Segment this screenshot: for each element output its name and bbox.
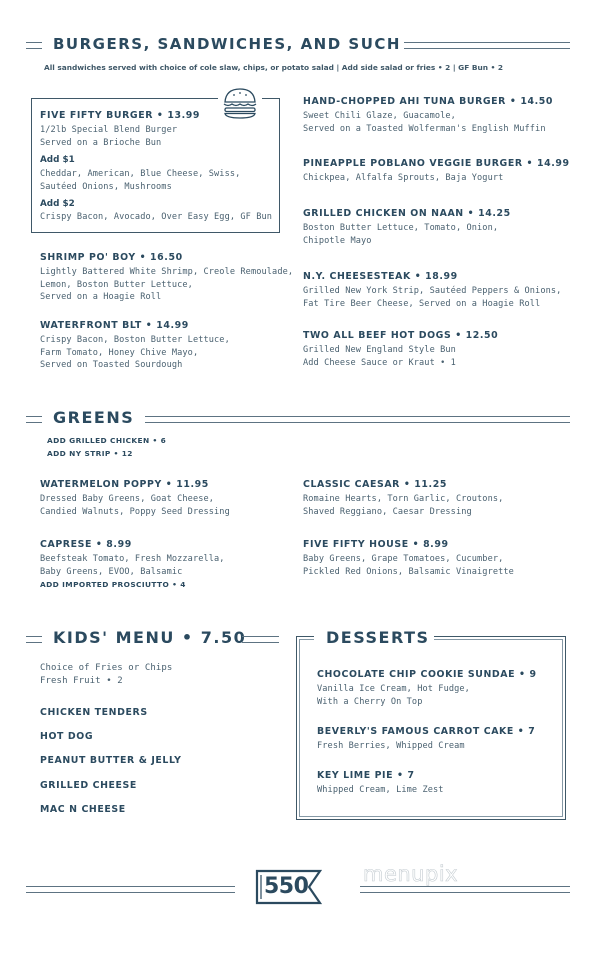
item-five-fifty-burger: FIVE FIFTY BURGER • 13.99 [40,110,201,121]
item-desc: Crispy Bacon, Boston Butter Lettuce, Farm Tomato, Honey Chive Mayo, Served on Toasted Sourdough [40,335,230,370]
item-desc: Fresh Berries, Whipped Cream [317,741,465,751]
item-waterfront-blt: WATERFRONT BLT • 14.99 [40,320,189,331]
section-rule-left [26,42,42,49]
item-desc: Dressed Baby Greens, Goat Cheese, Candied Walnuts, Poppy Seed Dressing [40,494,230,517]
section-rule-right [242,636,279,643]
kids-item: CHICKEN TENDERS [40,707,148,718]
kids-item: GRILLED CHEESE [40,780,137,791]
item-desc: Vanilla Ice Cream, Hot Fudge, With a Cherry On Top [317,684,470,707]
item-desc: Sweet Chili Glaze, Guacamole, Served on a Toasted Wolferman's English Muffin [303,111,546,134]
item-carrot-cake: BEVERLY'S FAMOUS CARROT CAKE • 7 [317,726,536,737]
item-desc: Lightly Battered White Shrimp, Creole Remoulade, Lemon, Boston Butter Lettuce, Served on a Hoagie Roll [40,267,294,302]
item-veggie-burger: PINEAPPLE POBLANO VEGGIE BURGER • 14.99 [303,158,570,169]
item-watermelon-poppy: WATERMELON POPPY • 11.95 [40,479,209,490]
add-2-label: Add $2 [40,199,75,209]
kids-item: HOT DOG [40,731,94,742]
add-2-desc: Crispy Bacon, Avocado, Over Easy Egg, GF Bun [40,212,273,222]
logo-text: 550 [264,874,309,899]
menupix-watermark: menupix [363,862,459,886]
item-desc: Whipped Cream, Lime Zest [317,785,444,795]
burgers-note: All sandwiches served with choice of cole slaw, chips, or potato salad | Add side salad or fries • 2 | GF Bun • 2 [44,63,504,72]
item-desc: Baby Greens, Grape Tomatoes, Cucumber, Pickled Red Onions, Balsamic Vinaigrette [303,554,514,577]
item-five-fifty-house: FIVE FIFTY HOUSE • 8.99 [303,539,449,550]
kids-desc: Choice of Fries or Chips Fresh Fruit • 2 [40,663,173,686]
item-classic-caesar: CLASSIC CAESAR • 11.25 [303,479,447,490]
item-desc: Grilled New York Strip, Sautéed Peppers & Onions, Fat Tire Beer Cheese, Served on a Hoagie Roll [303,286,562,309]
caprese-add-prosciutto: ADD IMPORTED PROSCIUTTO • 4 [40,580,186,589]
kids-item: PEANUT BUTTER & JELLY [40,755,182,766]
item-cookie-sundae: CHOCOLATE CHIP COOKIE SUNDAE • 9 [317,669,537,680]
section-title-greens: GREENS [53,408,135,427]
section-title-desserts: DESSERTS [326,628,430,647]
item-desc: Boston Butter Lettuce, Tomato, Onion, Chipotle Mayo [303,223,499,246]
item-caprese: CAPRESE • 8.99 [40,539,132,550]
section-title-kids: KIDS' MENU • 7.50 [53,628,247,647]
item-chicken-naan: GRILLED CHICKEN ON NAAN • 14.25 [303,208,511,219]
item-ahi-tuna-burger: HAND-CHOPPED AHI TUNA BURGER • 14.50 [303,96,553,107]
section-title-burgers: BURGERS, SANDWICHES, AND SUCH [53,35,401,53]
item-desc: Grilled New England Style Bun Add Cheese Sauce or Kraut • 1 [303,345,456,368]
item-desc: Beefsteak Tomato, Fresh Mozzarella, Baby Greens, EVOO, Balsamic [40,554,225,577]
footer-rule-left [26,886,235,893]
greens-add-chicken: ADD GRILLED CHICKEN • 6 [47,436,167,445]
logo-550 [254,865,326,909]
burger-icon [218,86,262,120]
item-desc: Chickpea, Alfalfa Sprouts, Baja Yogurt [303,173,504,183]
greens-add-ny-strip: ADD NY STRIP • 12 [47,449,133,458]
section-rule-left [26,636,42,643]
kids-item: MAC N CHEESE [40,804,126,815]
footer-rule-right [360,886,570,893]
add-1-label: Add $1 [40,155,75,165]
item-ny-cheesesteak: N.Y. CHEESESTEAK • 18.99 [303,271,458,282]
item-desc: Romaine Hearts, Torn Garlic, Croutons, Shaved Reggiano, Caesar Dressing [303,494,504,517]
item-key-lime-pie: KEY LIME PIE • 7 [317,770,415,781]
section-rule-left [26,416,42,423]
item-hot-dogs: TWO ALL BEEF HOT DOGS • 12.50 [303,330,499,341]
section-rule-right [145,416,570,423]
add-1-desc: Cheddar, American, Blue Cheese, Swiss, Sautéed Onions, Mushrooms [40,169,241,192]
item-shrimp-po-boy: SHRIMP PO' BOY • 16.50 [40,252,183,263]
section-rule-right [404,42,570,49]
item-desc: 1/2lb Special Blend Burger Served on a Brioche Bun [40,125,178,148]
